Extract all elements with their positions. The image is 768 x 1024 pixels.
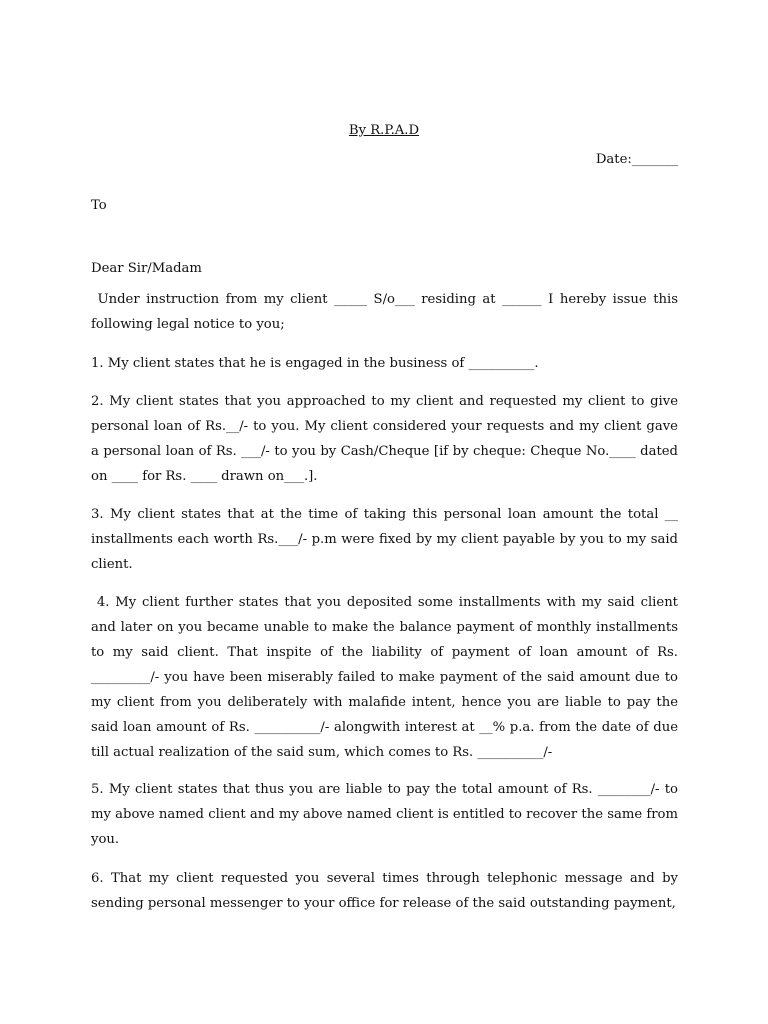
paragraph-6: 6. That my client requested you several times through telephonic message and by sending personal messenger to your office for release of the said outstanding payment, <box>91 871 678 911</box>
paragraph-1: 1. My client states that he is engaged in the business of __________. <box>91 356 539 371</box>
intro-paragraph: Under instruction from my client _____ S/o___ residing at ______ I hereby issue this following legal notice to you; <box>91 292 678 332</box>
salutation: Dear Sir/Madam <box>91 261 202 276</box>
paragraph-3: 3. My client states that at the time of taking this personal loan amount the total __ installments each worth Rs.___/- p.m were fixed by my client payable by you to my said client. <box>91 507 678 572</box>
recipient-to: To <box>91 198 107 213</box>
paragraph-4: 4. My client further states that you deposited some installments with my said client and later on you became unable to make the balance payment of monthly installments to my said client. That inspite of the liability of payment of loan amount of Rs. _________/- you have been miserably failed to make payment of the said amount due to my client from you deliberately with malafide intent, hence you are liable to pay the said loan amount of Rs. __________/- alongwith interest at __% p.a. from the date of due till actual realization of the said sum, which comes to Rs. __________/- <box>91 595 678 760</box>
date-line: Date:_______ <box>595 152 678 167</box>
paragraph-2: 2. My client states that you approached to my client and requested my client to give personal loan of Rs.__/- to you. My client considered your requests and my client gave a personal loan of Rs. ___/- to you by Cash/Cheque [if by cheque: Cheque No.____ dated on ____ for Rs. ____ drawn on___.]. <box>91 394 678 484</box>
paragraph-5: 5. My client states that thus you are liable to pay the total amount of Rs. ________/- to my above named client and my above named client is entitled to recover the same from you. <box>91 782 678 847</box>
letter-heading: By R.P.A.D <box>348 123 420 138</box>
